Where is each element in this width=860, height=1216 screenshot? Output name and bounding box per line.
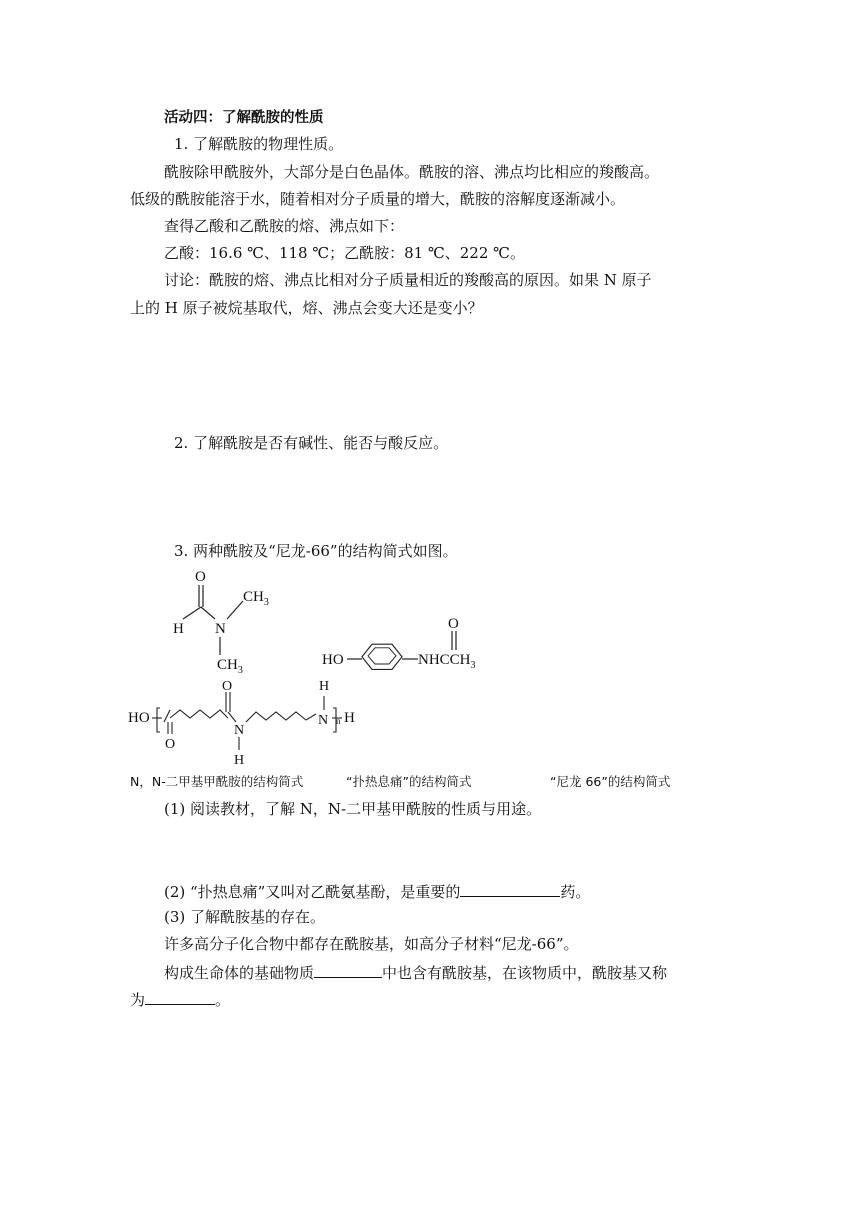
dmf-structure [165,563,295,675]
para-NHCCH3: $NHCCH_3$ [418,652,476,671]
question-2-end: 药。 [560,883,591,901]
paragraph-amide-line1: 酰胺除甲酰胺外，大部分是白色晶体。酰胺的溶、沸点均比相应的羧酸高。 [164,163,660,181]
section2-title: 2. 了解酰胺是否有碱性、能否与酸反应。 [174,434,449,452]
discussion-line1: 讨论：酰胺的熔、沸点比相对分子质量相近的羧酸高的原因。如果 N 原子 [164,271,652,289]
amide-name-end: 。 [215,991,231,1009]
nylon-N2: N [318,713,329,728]
question-2 [164,880,590,902]
paragraph-amide-line2: 低级的酰胺能溶于水，随着相对分子质量的增大，酰胺的溶解度逐渐减小。 [130,190,626,208]
nylon-O-bottom: O [165,737,176,752]
paracetamol-structure [318,612,508,672]
nylon-HO: HO [128,710,150,726]
life-matter-text-2: 中也含有酰胺基，在该物质中，酰胺基又称 [382,964,668,982]
paragraph-melting-data: 乙酸：16.6 ℃、118 ℃；乙酰胺：81 ℃、222 ℃。 [164,244,525,262]
para-HO: HO [322,652,344,668]
section1-title: 1. 了解酰胺的物理性质。 [174,135,344,153]
paragraph-melting-intro: 查得乙酸和乙酰胺的熔、沸点如下： [164,217,405,235]
nylon66-structure [128,676,368,768]
question-2-text: (2) “扑热息痛”又叫对乙酰氨基酚，是重要的 [164,883,461,901]
paragraph-polymers: 许多高分子化合物中都存在酰胺基，如高分子材料“尼龙-66”。 [164,935,579,953]
answer-blank-amide-name[interactable] [145,988,215,1005]
dmf-N: N [215,621,226,637]
answer-blank-substance[interactable] [314,961,382,978]
section3-title: 3. 两种酰胺及“尼龙-66”的结构简式如图。 [174,542,458,560]
amide-name-prefix: 为 [130,991,146,1009]
nylon-H1: H [234,753,245,768]
life-matter-text: 构成生命体的基础物质 [164,964,315,982]
caption-paracetamol: “扑热息痛”的结构简式 [346,774,472,789]
nylon-O-top: O [222,679,233,694]
nylon-N1: N [234,723,245,738]
answer-blank-drug-type[interactable] [460,880,560,897]
dmf-H: H [173,621,184,637]
discussion-line2: 上的 H 原子被烷基取代，熔、沸点会变大还是变小？ [130,299,483,317]
dmf-CH3-top: $CH_3$ [243,589,269,608]
paragraph-life-matter [164,961,667,983]
caption-nylon: “尼龙 66”的结构简式 [550,774,671,789]
nylon-end-H: H [344,710,355,726]
caption-dmf: N，N-二甲基甲酰胺的结构简式 [130,774,304,789]
dmf-O: O [195,569,206,585]
dmf-CH3-bottom: $CH_3$ [217,657,243,675]
nylon-H2: H [319,679,330,694]
para-O: O [448,616,459,632]
question-1: (1) 阅读教材，了解 N，N-二甲基甲酰胺的性质与用途。 [164,800,542,818]
question-3: (3) 了解酰胺基的存在。 [164,908,326,926]
activity-heading: 活动四：了解酰胺的性质 [164,110,324,126]
nylon-n: n [336,716,341,726]
paragraph-amide-name [130,988,230,1010]
